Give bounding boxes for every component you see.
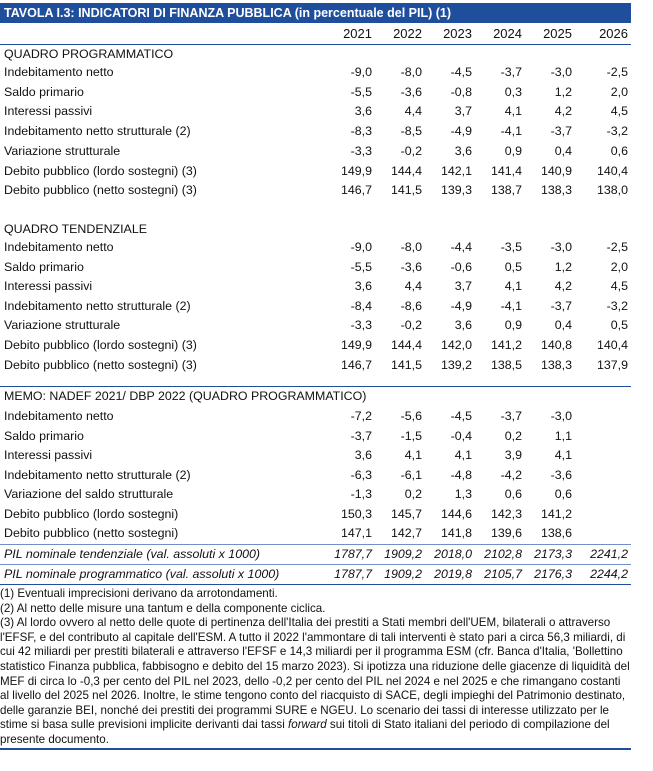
pil-divider [0,544,631,545]
cell-value: 138,3 [540,183,572,198]
cell-value: 0,5 [610,318,628,333]
cell-value: 142,1 [440,163,472,178]
year-2022: 2022 [393,26,422,41]
table-row [0,260,631,278]
footnote-3 [0,616,631,747]
cell-value: -4,9 [450,124,472,139]
cell-value: -4,1 [500,124,522,139]
cell-value: -3,6 [400,259,422,274]
cell-value: -2,5 [606,240,628,254]
row-label: Indebitamento netto [4,65,114,79]
cell-value: 149,9 [340,163,372,178]
cell-value: -4,2 [500,467,522,482]
cell-value: 1,1 [554,428,572,443]
cell-value: 138,6 [540,526,572,540]
table-row [0,104,631,122]
cell-value: -4,8 [450,467,472,482]
cell-value: 4,1 [554,448,572,462]
row-label: PIL nominale programmatico (val. assoluti x 1000) [4,567,280,581]
cell-value: -3,7 [500,65,522,79]
cell-value: 3,6 [354,104,372,119]
cell-value: -3,7 [350,428,372,443]
cell-value: -3,2 [606,124,628,139]
cell-value: 0,9 [504,318,522,333]
cell-value: 2,0 [610,84,628,99]
cell-value: 2105,7 [484,567,522,581]
cell-value: 144,4 [390,338,422,352]
cell-value: 145,7 [390,506,422,521]
row-label: Debito pubblico (lordo sostegni) [4,506,179,521]
cell-value: -6,1 [400,467,422,482]
cell-value: 138,3 [540,357,572,372]
cell-value: 149,9 [340,338,372,352]
cell-value: 0,9 [504,143,522,158]
cell-value: -0,2 [400,318,422,333]
row-label: Saldo primario [4,259,84,274]
cell-value: -8,5 [400,124,422,139]
cell-value: 1,2 [554,84,572,99]
table-row [0,338,631,356]
cell-value: 2173,3 [534,547,572,561]
cell-value: 3,7 [454,279,472,294]
table-row [0,567,631,585]
table-bottom-rule [0,748,631,750]
cell-value: 139,6 [490,526,522,540]
cell-value: 2244,2 [590,567,628,581]
footnote-3-forward: forward [288,718,327,732]
cell-value: 3,9 [504,448,522,462]
table-row [0,526,631,544]
table-row [0,65,631,83]
cell-value: 142,7 [390,526,422,540]
row-label: Debito pubblico (lordo sostegni) (3) [4,163,197,178]
cell-value: -5,5 [350,259,372,274]
cell-value: -4,9 [450,298,472,313]
table-row [0,279,631,297]
cell-value: 1,3 [454,487,472,501]
cell-value: 146,7 [340,357,372,372]
row-label: Saldo primario [4,84,84,99]
table-row [0,240,631,258]
cell-value: -9,0 [350,65,372,79]
cell-value: 142,0 [440,338,472,352]
table-row [0,448,631,466]
cell-value: 144,4 [390,163,422,178]
table-row [0,164,631,182]
table-row [0,124,631,142]
cell-value: 146,7 [340,183,372,198]
cell-value: -3,6 [400,84,422,99]
table-row [0,487,631,505]
cell-value: 0,4 [554,318,572,333]
cell-value: 3,6 [454,143,472,158]
table-row [0,429,631,447]
cell-value: 1,2 [554,259,572,274]
table-row [0,299,631,317]
year-2024: 2024 [493,26,522,41]
row-label: Indebitamento netto strutturale (2) [4,124,191,139]
row-label: Interessi passivi [4,279,93,294]
cell-value: -3,6 [550,467,572,482]
cell-value: -0,2 [400,143,422,158]
cell-value: 3,7 [454,104,472,119]
cell-value: 141,8 [440,526,472,540]
section-programmatico-heading: QUADRO PROGRAMMATICO [4,47,174,61]
row-label: Indebitamento netto strutturale (2) [4,467,191,482]
row-label: Debito pubblico (netto sostegni) [4,526,179,540]
table-row [0,183,631,201]
cell-value: 140,8 [540,338,572,352]
cell-value: 1909,2 [384,547,422,561]
cell-value: 139,2 [440,357,472,372]
cell-value: 3,6 [354,448,372,462]
cell-value: -8,6 [400,298,422,313]
notes-divider [0,584,631,585]
cell-value: -8,3 [350,124,372,139]
cell-value: 4,1 [504,279,522,294]
cell-value: 0,2 [404,487,422,501]
cell-value: 140,9 [540,163,572,178]
table-row [0,409,631,427]
cell-value: 4,2 [554,279,572,294]
memo-divider [0,386,631,387]
cell-value: 4,5 [610,279,628,294]
cell-value: 4,4 [404,279,422,294]
cell-value: 2102,8 [484,547,522,561]
table-row [0,318,631,336]
year-header [0,24,631,45]
cell-value: 0,6 [504,487,522,501]
cell-value: -3,0 [550,240,572,254]
cell-value: 139,3 [440,183,472,198]
cell-value: -0,8 [450,84,472,99]
row-label: Indebitamento netto [4,240,114,254]
cell-value: -3,0 [550,65,572,79]
cell-value: -5,6 [400,409,422,423]
row-label: Saldo primario [4,428,84,443]
cell-value: -4,1 [500,298,522,313]
cell-value: -3,3 [350,318,372,333]
year-2021: 2021 [343,26,372,41]
cell-value: 0,2 [504,428,522,443]
cell-value: -3,5 [500,240,522,254]
cell-value: -4,4 [450,240,472,254]
row-label: Variazione del saldo strutturale [4,487,174,501]
cell-value: 137,9 [596,357,628,372]
row-label: Variazione strutturale [4,143,121,158]
footnote-1: (1) Eventuali imprecisioni derivano da arrotondamenti. [0,587,278,600]
cell-value: -6,3 [350,467,372,482]
cell-value: 3,6 [454,318,472,333]
table-row [0,468,631,486]
cell-value: 4,4 [404,104,422,119]
section-memo-heading: MEMO: NADEF 2021/ DBP 2022 (QUADRO PROGRAMMATICO) [4,389,367,403]
year-2025: 2025 [543,26,572,41]
cell-value: -4,5 [450,409,472,423]
cell-value: 0,5 [504,259,522,274]
cell-value: -3,7 [550,298,572,313]
row-label: Variazione strutturale [4,318,121,333]
cell-value: 142,3 [490,506,522,521]
cell-value: -3,0 [550,409,572,423]
footnote-3-text: (3) Al lordo ovvero al netto delle quote di pertinenza dell'Italia dei prestiti a Stati membri dell'UEM, bilaterali o attraverso l'EFSF, e del contributo al capitale dell'ESM. A tutto il 2022 l'ammontare di tali interventi è stato pari a circa 56,3 miliardi, di cui 42 miliardi per prestiti bilaterali e attraverso l'EFSF e 14,3 miliardi per il programma ESM (cfr. Banca d'Italia, 'Bollettino statistico Finanza pubblica, fabbisogno e debito del 15 marzo 2023). Si ipotizza una riduzione delle giacenze di liquidità del MEF di circa lo -0,3 per cento del PIL nel 2023, dello -0,2 per cento del PIL nel 2024 e nel 2025 e che rimangano costanti al livello del 2025 nel 2026. Inoltre, le stime tengono conto del riacquisto di SACE, degli impieghi del Patrimonio destinato, delle garanzie BEI, nonché dei prestiti dei programmi SURE e NGEU. Lo scenario dei tassi di interesse utilizzato per le stime si basa sulle previsioni implicite derivanti dai tassi [0,616,630,732]
cell-value: 2176,3 [534,567,572,581]
section-tendenziale-heading: QUADRO TENDENZIALE [4,222,147,236]
row-label: Debito pubblico (netto sostegni) (3) [4,183,197,198]
row-label: Debito pubblico (netto sostegni) (3) [4,357,197,372]
cell-value: 3,6 [354,279,372,294]
cell-value: 0,4 [554,143,572,158]
table-row [0,358,631,376]
cell-value: -4,5 [450,65,472,79]
table-row [0,507,631,525]
year-2023: 2023 [443,26,472,41]
cell-value: 4,1 [454,448,472,462]
cell-value: 1787,7 [334,547,372,561]
cell-value: -0,4 [450,428,472,443]
cell-value: 1909,2 [384,567,422,581]
cell-value: 150,3 [340,506,372,521]
cell-value: -3,3 [350,143,372,158]
cell-value: 141,2 [490,338,522,352]
cell-value: 0,6 [554,487,572,501]
footnotes [0,587,631,748]
cell-value: 0,6 [610,143,628,158]
cell-value: 2019,8 [434,567,472,581]
cell-value: 144,6 [440,506,472,521]
row-label: PIL nominale tendenziale (val. assoluti x 1000) [4,547,260,561]
table-row [0,144,631,162]
cell-value: -5,5 [350,84,372,99]
cell-value: 141,4 [490,163,522,178]
cell-value: -8,0 [400,240,422,254]
cell-value: -1,3 [350,487,372,501]
cell-value: 4,2 [554,104,572,119]
cell-value: 4,5 [610,104,628,119]
cell-value: 0,3 [504,84,522,99]
row-label: Debito pubblico (lordo sostegni) (3) [4,338,197,352]
cell-value: 4,1 [504,104,522,119]
row-label: Indebitamento netto strutturale (2) [4,298,191,313]
cell-value: 2018,0 [434,547,472,561]
footnote-3-tail: sui titoli di Stato italiani del periodo di compilazione del presente documento. [0,718,610,746]
row-label: Interessi passivi [4,104,93,119]
table-row [0,85,631,103]
cell-value: -1,5 [400,428,422,443]
cell-value: -8,4 [350,298,372,313]
cell-value: 140,4 [596,338,628,352]
cell-value: 140,4 [596,163,628,178]
cell-value: 4,1 [404,448,422,462]
cell-value: -3,7 [550,124,572,139]
cell-value: -2,5 [606,65,628,79]
cell-value: -9,0 [350,240,372,254]
cell-value: 138,5 [490,357,522,372]
cell-value: 147,1 [340,526,372,540]
cell-value: 2,0 [610,259,628,274]
row-label: Indebitamento netto [4,409,114,423]
cell-value: 138,0 [596,183,628,198]
cell-value: 138,7 [490,183,522,198]
table-title: TAVOLA I.3: INDICATORI DI FINANZA PUBBLICA (in percentuale del PIL) (1) [0,3,631,23]
cell-value: 141,2 [540,506,572,521]
cell-value: 1787,7 [334,567,372,581]
cell-value: -7,2 [350,409,372,423]
row-label: Interessi passivi [4,448,93,462]
cell-value: 141,5 [390,357,422,372]
cell-value: 141,5 [390,183,422,198]
cell-value: -8,0 [400,65,422,79]
cell-value: -3,2 [606,298,628,313]
cell-value: -0,6 [450,259,472,274]
cell-value: -3,7 [500,409,522,423]
year-2026: 2026 [599,26,628,41]
footnote-2: (2) Al netto delle misure una tantum e della componente ciclica. [0,601,326,615]
cell-value: 2241,2 [590,547,628,561]
table-row [0,547,631,565]
